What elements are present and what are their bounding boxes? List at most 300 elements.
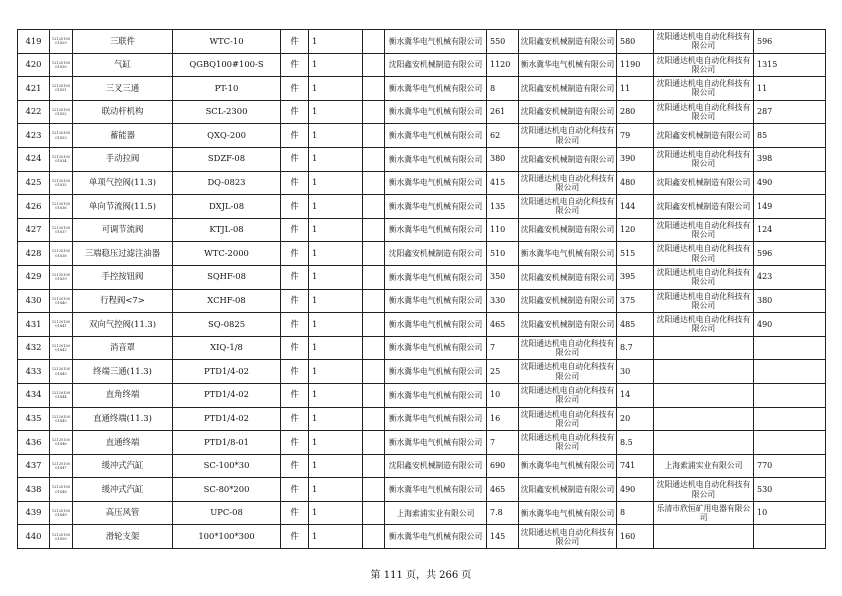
supplier-2-name: 沈阳通达机电自动化科技有限公司 (519, 525, 617, 549)
supplier-3-name (654, 525, 754, 549)
table-row (18, 525, 826, 549)
item-name: 手动拉阀 (73, 147, 173, 171)
page-footer: 第 111 页，共 266 页 (370, 570, 472, 581)
supplier-1-price: 330 (487, 289, 519, 313)
supplier-1-name: 衡水冀华电气机械有限公司 (385, 147, 487, 171)
item-name: 直通终端(11.3) (73, 407, 173, 431)
item-model: PTD1/4-02 (173, 383, 281, 407)
supplier-1-name: 衡水冀华电气机械有限公司 (385, 313, 487, 337)
table-row (18, 313, 826, 337)
item-unit: 件 (281, 124, 309, 148)
material-code: 12120100 01836 (50, 195, 73, 219)
supplier-3-name: 沈阳通达机电自动化科技有限公司 (654, 478, 754, 502)
item-model: KTJL-08 (173, 218, 281, 242)
item-quantity: 1 (309, 100, 363, 124)
supplier-2-name: 衡水冀华电气机械有限公司 (519, 454, 617, 478)
supplier-2-name: 沈阳鑫安机械制造有限公司 (519, 147, 617, 171)
supplier-1-price: 110 (487, 218, 519, 242)
item-quantity: 1 (309, 501, 363, 525)
supplier-2-name: 沈阳通达机电自动化科技有限公司 (519, 336, 617, 360)
supplier-3-name: 沈阳鑫安机械制造有限公司 (654, 124, 754, 148)
material-code: 12120100 01841 (50, 313, 73, 337)
supplier-3-price: 10 (754, 501, 826, 525)
supplier-2-name: 沈阳通达机电自动化科技有限公司 (519, 407, 617, 431)
supplier-3-name: 沈阳通达机电自动化科技有限公司 (654, 289, 754, 313)
supplier-2-name: 沈阳鑫安机械制造有限公司 (519, 30, 617, 54)
supplier-3-price: 11 (754, 77, 826, 101)
item-unit: 件 (281, 77, 309, 101)
item-quantity: 1 (309, 218, 363, 242)
supplier-2-price: 120 (617, 218, 654, 242)
row-number: 428 (18, 242, 50, 266)
item-name: 直通终端 (73, 431, 173, 455)
material-code: 12120100 01842 (50, 336, 73, 360)
material-code: 12120100 01849 (50, 501, 73, 525)
table-row (18, 218, 826, 242)
supplier-2-price: 20 (617, 407, 654, 431)
supplier-3-price (754, 360, 826, 384)
item-unit: 件 (281, 289, 309, 313)
blank-cell (363, 124, 385, 148)
item-quantity: 1 (309, 30, 363, 54)
supplier-3-name: 沈阳通达机电自动化科技有限公司 (654, 242, 754, 266)
item-name: 手控按钮阀 (73, 265, 173, 289)
table-row (18, 407, 826, 431)
item-model: SCL-2300 (173, 100, 281, 124)
supplier-1-name: 衡水冀华电气机械有限公司 (385, 383, 487, 407)
blank-cell (363, 30, 385, 54)
item-quantity: 1 (309, 171, 363, 195)
supplier-1-price: 465 (487, 313, 519, 337)
material-code: 12120100 01830 (50, 53, 73, 77)
row-number: 438 (18, 478, 50, 502)
table-row (18, 431, 826, 455)
supplier-3-name (654, 383, 754, 407)
table-row (18, 289, 826, 313)
supplier-1-price: 145 (487, 525, 519, 549)
item-model: WTC-2000 (173, 242, 281, 266)
row-number: 419 (18, 30, 50, 54)
item-name: 三端稳压过滤注油器 (73, 242, 173, 266)
material-code: 12120100 01838 (50, 242, 73, 266)
row-number: 427 (18, 218, 50, 242)
supplier-2-price: 490 (617, 478, 654, 502)
supplier-3-name: 上海索浦实业有限公司 (654, 454, 754, 478)
material-code: 12120100 01829 (50, 30, 73, 54)
blank-cell (363, 501, 385, 525)
material-code: 12120100 01834 (50, 147, 73, 171)
item-unit: 件 (281, 525, 309, 549)
item-unit: 件 (281, 171, 309, 195)
item-model: PTD1/8-01 (173, 431, 281, 455)
table-row (18, 360, 826, 384)
supplier-1-name: 衡水冀华电气机械有限公司 (385, 289, 487, 313)
table-row (18, 53, 826, 77)
item-quantity: 1 (309, 147, 363, 171)
supplier-3-price: 380 (754, 289, 826, 313)
supplier-1-name: 衡水冀华电气机械有限公司 (385, 336, 487, 360)
supplier-1-price: 7 (487, 336, 519, 360)
item-unit: 件 (281, 195, 309, 219)
supplier-3-name: 沈阳通达机电自动化科技有限公司 (654, 53, 754, 77)
supplier-1-price: 7.8 (487, 501, 519, 525)
item-quantity: 1 (309, 336, 363, 360)
material-code: 12120100 01843 (50, 360, 73, 384)
item-unit: 件 (281, 501, 309, 525)
blank-cell (363, 195, 385, 219)
supplier-1-price: 7 (487, 431, 519, 455)
supplier-3-price (754, 336, 826, 360)
row-number: 420 (18, 53, 50, 77)
row-number: 433 (18, 360, 50, 384)
item-quantity: 1 (309, 407, 363, 431)
blank-cell (363, 336, 385, 360)
supplier-2-name: 沈阳通达机电自动化科技有限公司 (519, 431, 617, 455)
blank-cell (363, 265, 385, 289)
supplier-3-price: 1315 (754, 53, 826, 77)
supplier-2-price: 375 (617, 289, 654, 313)
supplier-3-name: 沈阳通达机电自动化科技有限公司 (654, 147, 754, 171)
item-model: XIQ-1/8 (173, 336, 281, 360)
supplier-1-name: 衡水冀华电气机械有限公司 (385, 195, 487, 219)
supplier-2-price: 160 (617, 525, 654, 549)
supplier-3-name: 沈阳通达机电自动化科技有限公司 (654, 100, 754, 124)
blank-cell (363, 407, 385, 431)
item-unit: 件 (281, 383, 309, 407)
supplier-1-price: 550 (487, 30, 519, 54)
row-number: 426 (18, 195, 50, 219)
item-model: DQ-0823 (173, 171, 281, 195)
supplier-2-price: 8 (617, 501, 654, 525)
item-quantity: 1 (309, 242, 363, 266)
supplier-2-name: 沈阳鑫安机械制造有限公司 (519, 478, 617, 502)
supplier-3-name (654, 336, 754, 360)
supplier-3-name: 沈阳通达机电自动化科技有限公司 (654, 77, 754, 101)
supplier-3-price: 423 (754, 265, 826, 289)
material-code: 12120100 01832 (50, 100, 73, 124)
item-name: 三联件 (73, 30, 173, 54)
material-code: 12120100 01846 (50, 431, 73, 455)
row-number: 423 (18, 124, 50, 148)
supplier-1-price: 1120 (487, 53, 519, 77)
supplier-1-price: 380 (487, 147, 519, 171)
table-row (18, 383, 826, 407)
item-quantity: 1 (309, 289, 363, 313)
material-code: 12120100 01850 (50, 525, 73, 549)
material-code: 12120100 01833 (50, 124, 73, 148)
supplier-3-price: 490 (754, 313, 826, 337)
supplier-3-price: 124 (754, 218, 826, 242)
supplier-2-name: 沈阳通达机电自动化科技有限公司 (519, 383, 617, 407)
table-row (18, 336, 826, 360)
item-model: QGBQ100#100-S (173, 53, 281, 77)
table-row (18, 501, 826, 525)
supplier-2-name: 沈阳鑫安机械制造有限公司 (519, 265, 617, 289)
supplier-3-price (754, 383, 826, 407)
row-number: 429 (18, 265, 50, 289)
supplier-3-name (654, 360, 754, 384)
row-number: 435 (18, 407, 50, 431)
supplier-2-name: 沈阳通达机电自动化科技有限公司 (519, 195, 617, 219)
table-row (18, 30, 826, 54)
item-unit: 件 (281, 242, 309, 266)
supplier-1-name: 衡水冀华电气机械有限公司 (385, 525, 487, 549)
supplier-1-price: 261 (487, 100, 519, 124)
supplier-2-name: 沈阳鑫安机械制造有限公司 (519, 77, 617, 101)
supplier-2-name: 衡水冀华电气机械有限公司 (519, 242, 617, 266)
item-quantity: 1 (309, 525, 363, 549)
item-unit: 件 (281, 431, 309, 455)
blank-cell (363, 383, 385, 407)
material-code: 12120100 01848 (50, 478, 73, 502)
supplier-2-name: 衡水冀华电气机械有限公司 (519, 53, 617, 77)
supplier-2-price: 8.5 (617, 431, 654, 455)
supplier-1-name: 衡水冀华电气机械有限公司 (385, 30, 487, 54)
supplier-2-name: 沈阳通达机电自动化科技有限公司 (519, 124, 617, 148)
supplier-2-price: 280 (617, 100, 654, 124)
item-name: 蓄能器 (73, 124, 173, 148)
supplier-3-price: 398 (754, 147, 826, 171)
item-name: 高压风管 (73, 501, 173, 525)
supplier-1-name: 衡水冀华电气机械有限公司 (385, 124, 487, 148)
item-name: 缓冲式汽缸 (73, 454, 173, 478)
supplier-1-price: 62 (487, 124, 519, 148)
item-model: DXJL-08 (173, 195, 281, 219)
supplier-1-name: 衡水冀华电气机械有限公司 (385, 171, 487, 195)
supplier-1-name: 衡水冀华电气机械有限公司 (385, 218, 487, 242)
supplier-1-name: 沈阳鑫安机械制造有限公司 (385, 454, 487, 478)
supplier-3-price: 596 (754, 30, 826, 54)
item-quantity: 1 (309, 124, 363, 148)
supplier-2-price: 485 (617, 313, 654, 337)
material-code: 12120100 01847 (50, 454, 73, 478)
table-row (18, 171, 826, 195)
supplier-3-name (654, 407, 754, 431)
supplier-2-price: 1190 (617, 53, 654, 77)
row-number: 436 (18, 431, 50, 455)
item-name: 可调节流阀 (73, 218, 173, 242)
item-name: 联动杆机构 (73, 100, 173, 124)
item-quantity: 1 (309, 431, 363, 455)
supplier-3-name: 沈阳鑫安机械制造有限公司 (654, 171, 754, 195)
item-model: SQ-0825 (173, 313, 281, 337)
item-unit: 件 (281, 100, 309, 124)
material-code: 12120100 01839 (50, 265, 73, 289)
supplier-2-price: 14 (617, 383, 654, 407)
blank-cell (363, 100, 385, 124)
blank-cell (363, 77, 385, 101)
supplier-3-price: 596 (754, 242, 826, 266)
item-model: XCHF-08 (173, 289, 281, 313)
supplier-2-name: 沈阳鑫安机械制造有限公司 (519, 313, 617, 337)
supplier-2-price: 515 (617, 242, 654, 266)
supplier-3-price: 149 (754, 195, 826, 219)
table-row (18, 242, 826, 266)
supplier-2-price: 79 (617, 124, 654, 148)
item-model: SQHF-08 (173, 265, 281, 289)
supplier-2-price: 480 (617, 171, 654, 195)
item-model: QXQ-200 (173, 124, 281, 148)
supplier-1-name: 衡水冀华电气机械有限公司 (385, 77, 487, 101)
supplier-1-price: 510 (487, 242, 519, 266)
row-number: 425 (18, 171, 50, 195)
supplier-1-price: 25 (487, 360, 519, 384)
supplier-2-name: 沈阳通达机电自动化科技有限公司 (519, 360, 617, 384)
row-number: 422 (18, 100, 50, 124)
item-unit: 件 (281, 313, 309, 337)
supplier-3-price: 490 (754, 171, 826, 195)
item-quantity: 1 (309, 77, 363, 101)
supplier-2-name: 沈阳鑫安机械制造有限公司 (519, 100, 617, 124)
row-number: 430 (18, 289, 50, 313)
supplier-2-price: 144 (617, 195, 654, 219)
item-quantity: 1 (309, 478, 363, 502)
supplier-1-name: 上海索浦实业有限公司 (385, 501, 487, 525)
material-code: 12120100 01845 (50, 407, 73, 431)
blank-cell (363, 53, 385, 77)
supplier-3-name: 沈阳通达机电自动化科技有限公司 (654, 218, 754, 242)
item-model: SC-100*30 (173, 454, 281, 478)
item-unit: 件 (281, 53, 309, 77)
item-model: SC-80*200 (173, 478, 281, 502)
item-name: 缓冲式汽缸 (73, 478, 173, 502)
supplier-1-price: 10 (487, 383, 519, 407)
supplier-2-price: 30 (617, 360, 654, 384)
supplier-2-name: 沈阳鑫安机械制造有限公司 (519, 289, 617, 313)
material-code: 12120100 01840 (50, 289, 73, 313)
supplier-3-price (754, 407, 826, 431)
item-quantity: 1 (309, 53, 363, 77)
supplier-3-name: 沈阳通达机电自动化科技有限公司 (654, 265, 754, 289)
supplier-1-name: 衡水冀华电气机械有限公司 (385, 407, 487, 431)
item-model: PT-10 (173, 77, 281, 101)
item-model: PTD1/4-02 (173, 407, 281, 431)
material-code: 12120100 01831 (50, 77, 73, 101)
supplier-3-price: 530 (754, 478, 826, 502)
item-name: 直角终端 (73, 383, 173, 407)
item-unit: 件 (281, 30, 309, 54)
supplier-1-name: 沈阳鑫安机械制造有限公司 (385, 53, 487, 77)
supplier-2-price: 8.7 (617, 336, 654, 360)
item-name: 消音罩 (73, 336, 173, 360)
table-row (18, 195, 826, 219)
supplier-1-price: 415 (487, 171, 519, 195)
supplier-3-price: 85 (754, 124, 826, 148)
supplier-3-name: 沈阳通达机电自动化科技有限公司 (654, 30, 754, 54)
supplier-2-name: 衡水冀华电气机械有限公司 (519, 501, 617, 525)
table-row (18, 454, 826, 478)
supplier-2-name: 沈阳通达机电自动化科技有限公司 (519, 171, 617, 195)
supplier-3-price: 770 (754, 454, 826, 478)
item-model: UPC-08 (173, 501, 281, 525)
row-number: 432 (18, 336, 50, 360)
supplier-1-price: 8 (487, 77, 519, 101)
table-row (18, 147, 826, 171)
item-quantity: 1 (309, 360, 363, 384)
supplier-2-price: 395 (617, 265, 654, 289)
blank-cell (363, 360, 385, 384)
supplier-1-name: 衡水冀华电气机械有限公司 (385, 431, 487, 455)
supplier-3-name: 乐清市欣恒矿用电器有限公司 (654, 501, 754, 525)
row-number: 424 (18, 147, 50, 171)
item-model: SDZF-08 (173, 147, 281, 171)
material-code: 12120100 01837 (50, 218, 73, 242)
item-unit: 件 (281, 454, 309, 478)
supplier-3-name (654, 431, 754, 455)
blank-cell (363, 218, 385, 242)
item-unit: 件 (281, 218, 309, 242)
supplier-1-name: 沈阳鑫安机械制造有限公司 (385, 242, 487, 266)
item-unit: 件 (281, 407, 309, 431)
item-unit: 件 (281, 478, 309, 502)
table-row (18, 77, 826, 101)
table-row (18, 100, 826, 124)
supplier-1-price: 135 (487, 195, 519, 219)
item-quantity: 1 (309, 454, 363, 478)
item-name: 双向气控阀(11.3) (73, 313, 173, 337)
item-quantity: 1 (309, 313, 363, 337)
supplier-3-name: 沈阳鑫安机械制造有限公司 (654, 195, 754, 219)
row-number: 434 (18, 383, 50, 407)
material-code: 12120100 01835 (50, 171, 73, 195)
supplier-1-price: 465 (487, 478, 519, 502)
row-number: 437 (18, 454, 50, 478)
item-unit: 件 (281, 336, 309, 360)
item-name: 行程阀<7> (73, 289, 173, 313)
item-unit: 件 (281, 147, 309, 171)
supplier-2-name: 沈阳鑫安机械制造有限公司 (519, 218, 617, 242)
supplier-2-price: 11 (617, 77, 654, 101)
price-table-sheet (17, 29, 825, 549)
blank-cell (363, 242, 385, 266)
supplier-2-price: 580 (617, 30, 654, 54)
material-code: 12120100 01844 (50, 383, 73, 407)
item-model: 100*100*300 (173, 525, 281, 549)
supplier-1-price: 16 (487, 407, 519, 431)
supplier-1-name: 衡水冀华电气机械有限公司 (385, 100, 487, 124)
table-row (18, 478, 826, 502)
item-unit: 件 (281, 265, 309, 289)
item-quantity: 1 (309, 383, 363, 407)
table-row (18, 124, 826, 148)
item-name: 终端三通(11.3) (73, 360, 173, 384)
supplier-3-price: 287 (754, 100, 826, 124)
item-name: 三叉三通 (73, 77, 173, 101)
supplier-1-name: 衡水冀华电气机械有限公司 (385, 478, 487, 502)
blank-cell (363, 147, 385, 171)
supplier-1-name: 衡水冀华电气机械有限公司 (385, 265, 487, 289)
table-row (18, 265, 826, 289)
item-name: 滑轮支架 (73, 525, 173, 549)
item-model: WTC-10 (173, 30, 281, 54)
price-comparison-table (17, 29, 826, 549)
item-unit: 件 (281, 360, 309, 384)
supplier-3-price (754, 431, 826, 455)
item-name: 气缸 (73, 53, 173, 77)
row-number: 421 (18, 77, 50, 101)
row-number: 440 (18, 525, 50, 549)
blank-cell (363, 431, 385, 455)
supplier-3-name: 沈阳通达机电自动化科技有限公司 (654, 313, 754, 337)
item-quantity: 1 (309, 265, 363, 289)
row-number: 439 (18, 501, 50, 525)
supplier-2-price: 741 (617, 454, 654, 478)
item-name: 单向节流阀(11.5) (73, 195, 173, 219)
supplier-1-price: 690 (487, 454, 519, 478)
supplier-1-price: 350 (487, 265, 519, 289)
supplier-3-price (754, 525, 826, 549)
item-quantity: 1 (309, 195, 363, 219)
